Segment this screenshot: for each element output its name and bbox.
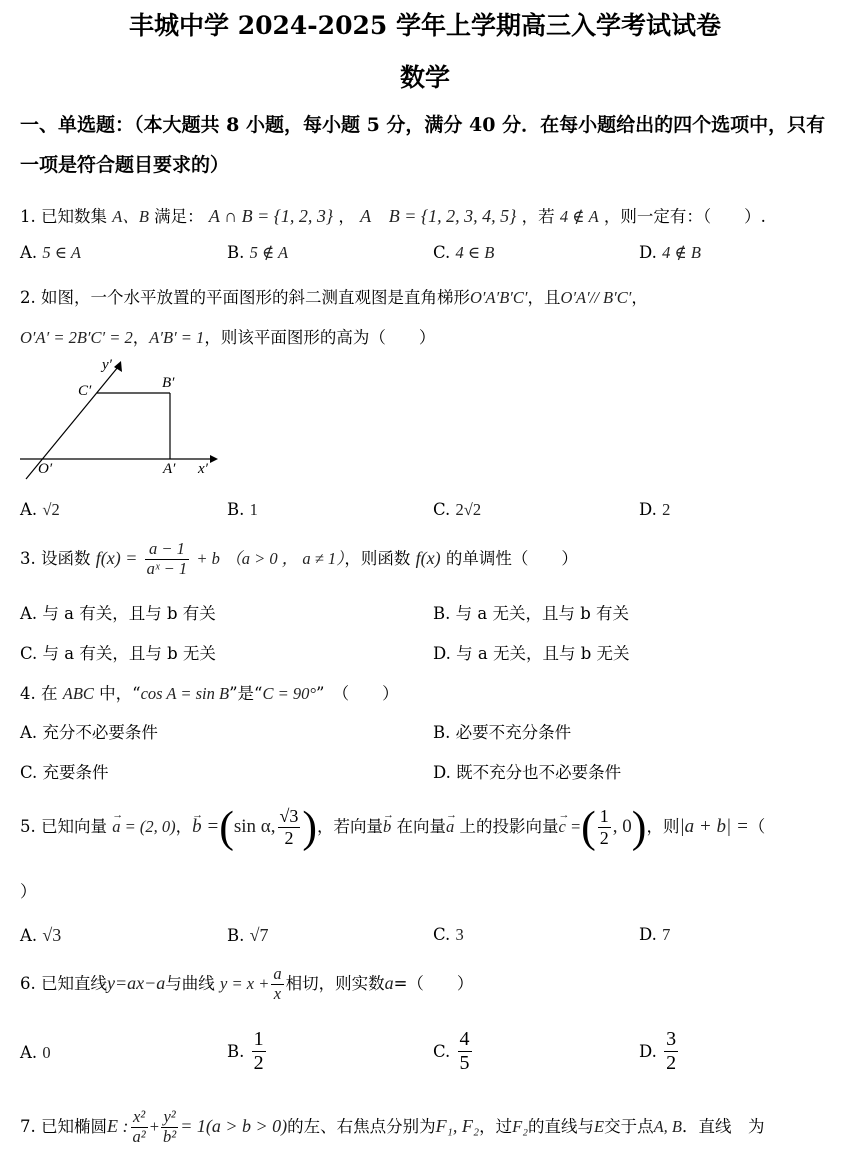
- q4-option-d[interactable]: [433, 759, 621, 783]
- q6-option-b[interactable]: [227, 1028, 268, 1075]
- option-label: B.: [433, 723, 451, 742]
- q5-c-frac: [598, 806, 611, 848]
- frac-den: 2: [253, 1052, 264, 1074]
- q7-mid4: 交于点: [604, 1116, 654, 1136]
- q7-f2: F₂: [512, 1116, 528, 1136]
- label-c: C′: [78, 383, 92, 399]
- q5-pre: 5. 已知向量: [20, 817, 107, 836]
- q4-post: ” （ ）: [315, 684, 399, 703]
- q5-b-num: √3: [279, 806, 299, 827]
- q2-eq1: O′A′ = 2B′C′ = 2: [20, 328, 133, 347]
- option-text: √3: [42, 925, 62, 945]
- q2-option-b[interactable]: [227, 500, 258, 520]
- question-5: [20, 797, 765, 858]
- q4-option-b[interactable]: [433, 719, 571, 743]
- option-text: 1: [249, 500, 258, 519]
- q6-pre: 6. 已知直线: [20, 973, 107, 993]
- question-1: [20, 203, 766, 227]
- option-label: C.: [433, 1042, 451, 1061]
- option-label: C.: [20, 644, 38, 663]
- q5-c-tail: , 0: [612, 816, 632, 837]
- q3-tail: + b: [196, 548, 220, 568]
- q5-option-b[interactable]: [227, 925, 269, 946]
- option-text: 7: [662, 925, 671, 944]
- question-2: [20, 284, 648, 308]
- option-text: 2: [662, 500, 671, 519]
- q7-post: ．直线 为: [682, 1116, 765, 1136]
- q6-num: a: [273, 964, 282, 983]
- option-label: D.: [433, 644, 451, 663]
- q7-e2: E: [594, 1116, 605, 1136]
- q4-option-a[interactable]: [20, 719, 158, 743]
- option-text: √7: [249, 925, 269, 945]
- option-label: A.: [20, 604, 38, 623]
- option-label: A.: [20, 500, 38, 519]
- q4-mid2: ”是“: [229, 684, 263, 703]
- q6-line: y=ax−a: [107, 972, 166, 993]
- q3-option-d[interactable]: [433, 640, 630, 664]
- option-label: B.: [227, 500, 245, 519]
- q7-n1: x²: [131, 1108, 148, 1128]
- q2-mid: ，且: [527, 288, 561, 307]
- option-label: B.: [227, 926, 245, 945]
- option-text: 与 a 无关，且与 b 有关: [455, 604, 630, 623]
- q3-option-a[interactable]: [20, 600, 216, 624]
- q7-d2: b²: [163, 1126, 177, 1146]
- subject-title: 数学: [399, 63, 450, 92]
- q5-option-a[interactable]: [20, 925, 61, 946]
- q5-option-d[interactable]: [639, 925, 670, 945]
- q1-sets: A、B: [112, 207, 149, 226]
- q5-a-eq: → a = (2, 0): [112, 797, 175, 857]
- q6-mid: 与曲线: [165, 973, 215, 993]
- q3-option-b[interactable]: [433, 600, 629, 624]
- option-label: C.: [433, 243, 451, 262]
- question-3: [20, 540, 578, 579]
- option-text: 5 ∉ A: [249, 243, 289, 262]
- q1-option-b[interactable]: [227, 243, 288, 263]
- q3-den: aˣ − 1: [146, 558, 188, 578]
- option-label: B.: [227, 1042, 245, 1061]
- option-label: A.: [20, 723, 38, 742]
- q4-pre: 4. 在: [20, 684, 58, 703]
- option-text: 与 a 无关，且与 b 无关: [456, 644, 630, 663]
- option-text: 既不充分也不必要条件: [456, 763, 622, 782]
- frac-den: 5: [459, 1052, 470, 1074]
- q5-sep: ，: [175, 817, 193, 836]
- q5-b: → b: [383, 797, 391, 857]
- q1-mid: 满足：: [154, 207, 204, 226]
- q7-mid: 的左、右焦点分别为: [287, 1116, 436, 1136]
- q2-pre: 2. 如图，一个水平放置的平面图形的斜二测直观图是直角梯形: [20, 288, 470, 307]
- label-y: y′: [102, 357, 112, 373]
- q7-d1: a²: [132, 1126, 146, 1146]
- q7-eq: = 1(a > b > 0): [180, 1115, 288, 1136]
- q6-var: a: [384, 972, 394, 993]
- option-label: C.: [433, 925, 451, 944]
- q5-post-pre: ，则: [646, 817, 680, 836]
- q6-option-d[interactable]: [639, 1028, 680, 1075]
- q2-option-c[interactable]: [433, 500, 481, 520]
- option-label: D.: [433, 763, 451, 782]
- question-7: [20, 1108, 765, 1147]
- q2-eq2: A′B′ = 1: [149, 328, 205, 347]
- option-text: 充要条件: [42, 763, 109, 782]
- q1-option-a[interactable]: [20, 243, 81, 263]
- q5-option-c[interactable]: [433, 925, 464, 945]
- q3-cond: （a > 0 ， a ≠ 1）: [225, 548, 345, 568]
- option-label: B.: [227, 243, 245, 262]
- option-text: 2√2: [455, 500, 482, 519]
- question-6: [20, 965, 473, 1004]
- q1-sep: ，: [338, 207, 355, 226]
- q1-cond: 4 ∉ A: [559, 207, 599, 226]
- q2-end: ，: [631, 288, 648, 307]
- q5-b-in: sin α,: [233, 816, 276, 837]
- option-label: D.: [639, 500, 657, 519]
- q5-abs: |a + b| =: [679, 816, 749, 837]
- q7-pre: 7. 已知椭圆: [20, 1116, 107, 1136]
- q4-triangle: ABC: [62, 684, 94, 703]
- q7-frac1: [131, 1108, 148, 1147]
- frac-den: 2: [666, 1052, 677, 1074]
- q1-eq1: A ∩ B = {1, 2, 3}: [208, 206, 334, 226]
- q3-fx2: f(x): [415, 547, 441, 568]
- option-label: A.: [20, 1043, 38, 1062]
- x-axis-arrow: [210, 455, 218, 463]
- q7-mid3: 的直线与: [528, 1116, 594, 1136]
- option-text: 4 ∈ B: [455, 243, 495, 262]
- option-text: 充分不必要条件: [42, 723, 158, 742]
- q4-eq1: cos A = sin B: [140, 684, 230, 703]
- paren-right: ): [631, 802, 647, 852]
- q3-post-pre: ，则函数: [344, 548, 411, 568]
- q2-sep: ，: [132, 328, 150, 347]
- option-text: √2: [42, 500, 60, 519]
- question-2-line2: [20, 324, 435, 348]
- option-fraction: [252, 1028, 266, 1075]
- option-label: D.: [639, 243, 657, 262]
- exam-title: 丰城中学 2024-2025 学年上学期高三入学考试试卷: [129, 11, 721, 40]
- q4-eq2: C = 90°: [262, 684, 316, 703]
- q1-eq2: A B = {1, 2, 3, 4, 5}: [360, 206, 517, 226]
- trapezoid-diagram: [18, 355, 218, 480]
- frac-num: 4: [459, 1028, 470, 1050]
- q2-shape: O′A′B′C′: [470, 288, 528, 307]
- label-a: A′: [163, 461, 176, 477]
- label-o: O′: [38, 461, 53, 477]
- q1-pre: 1. 已知数集: [20, 207, 107, 226]
- q5-mid2: 在向量: [396, 817, 447, 836]
- q2-option-a[interactable]: [20, 500, 60, 520]
- q1-cond-pre: ，若: [521, 207, 555, 226]
- option-text: 4 ∉ B: [662, 243, 701, 262]
- q6-den: x: [273, 983, 282, 1003]
- q5-mid: ，若向量: [317, 817, 384, 836]
- q5-mid3: 上的投影向量: [459, 817, 559, 836]
- option-label: A.: [20, 926, 38, 945]
- option-text: 3: [455, 925, 464, 944]
- q6-post: 相切，则实数: [285, 973, 385, 993]
- paren-right: ): [302, 802, 318, 852]
- q1-option-d[interactable]: [639, 243, 701, 263]
- option-text: 与 a 有关，且与 b 无关: [42, 644, 216, 663]
- q4-option-c[interactable]: [20, 759, 109, 783]
- q7-plus: +: [149, 1116, 160, 1136]
- q5-c-num: 1: [599, 806, 609, 827]
- q7-n2: y²: [161, 1108, 178, 1128]
- q7-foci: F₁, F₂: [435, 1115, 480, 1136]
- frac-num: 1: [253, 1028, 264, 1050]
- option-label: D.: [639, 925, 657, 944]
- section-heading-line1: 一、单选题：（本大题共 8 小题，每小题 5 分，满分 40 分．在每小题给出的四个选项中，只有: [20, 114, 826, 136]
- q5-b-den: 2: [284, 828, 294, 848]
- q6-frac: [271, 965, 283, 1004]
- q5-c-eq: → c =: [559, 797, 582, 857]
- q5-a: → a: [446, 797, 454, 857]
- q3-option-c[interactable]: [20, 640, 216, 664]
- q2-option-d[interactable]: [639, 500, 670, 520]
- option-text: 与 a 有关，且与 b 有关: [42, 604, 216, 623]
- q7-pts: A, B: [653, 1116, 683, 1136]
- q1-option-c[interactable]: [433, 243, 494, 263]
- q5-post: （: [748, 817, 766, 836]
- paren-left: (: [219, 802, 234, 852]
- q6-option-c[interactable]: [433, 1028, 474, 1075]
- option-label: D.: [639, 1042, 657, 1061]
- q4-mid: 中，“: [99, 684, 141, 703]
- q3-pre: 3. 设函数: [20, 548, 91, 568]
- q6-option-a[interactable]: [20, 1043, 51, 1063]
- q2-cond: O′A′// B′C′: [560, 288, 632, 307]
- option-label: B.: [433, 604, 451, 623]
- q7-mid2: ，过: [479, 1116, 513, 1136]
- q3-num: a − 1: [145, 540, 190, 560]
- label-x: x′: [198, 461, 208, 477]
- section-heading-line2: 一项是符合题目要求的）: [20, 154, 230, 176]
- q3-post: 的单调性（ ）: [445, 548, 578, 568]
- label-b: B′: [162, 375, 175, 391]
- option-text: 5 ∈ A: [42, 243, 81, 262]
- q7-e: E :: [107, 1115, 129, 1136]
- q3-fraction: [145, 540, 190, 579]
- q5-b-eq: → b =: [192, 797, 219, 857]
- frac-num: 3: [666, 1028, 677, 1050]
- option-label: C.: [433, 500, 451, 519]
- option-text: 必要不充分条件: [455, 723, 572, 742]
- option-fraction: [458, 1028, 472, 1075]
- q2-post: ，则该平面图形的高为（ ）: [204, 328, 436, 347]
- option-text: 0: [42, 1043, 51, 1062]
- option-fraction: [664, 1028, 678, 1075]
- q6-end: =（ ）: [393, 973, 474, 993]
- option-label: C.: [20, 763, 38, 782]
- question-5-line2: ）: [20, 882, 37, 901]
- q3-fx: f(x) =: [95, 547, 138, 568]
- q5-c-den: 2: [599, 828, 609, 848]
- paren-left: (: [581, 802, 596, 852]
- q1-post: ，则一定有：（ ）.: [603, 207, 766, 226]
- question-4: [20, 680, 399, 704]
- option-label: A.: [20, 243, 38, 262]
- q5-b-frac: [278, 806, 301, 848]
- q7-frac2: [161, 1108, 178, 1147]
- q6-curve: y = x +: [220, 973, 270, 993]
